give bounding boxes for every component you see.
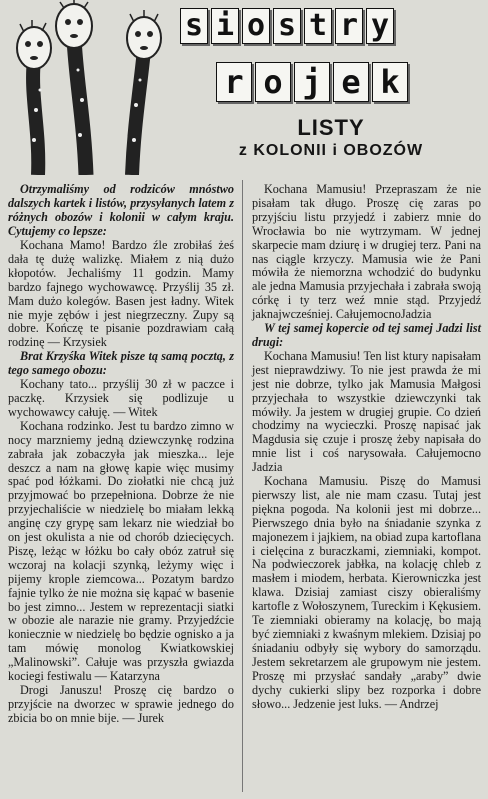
editorial-note: W tej samej kopercie od tej samej Jadzi list drugi: xyxy=(252,321,481,349)
column-divider xyxy=(242,180,243,792)
letter-paragraph: Kochany tato... przyślij 30 zł w paczce i paczkę. Krzysiek się podlizuje u wychowawcy całuję. — Witek xyxy=(8,377,234,419)
left-column xyxy=(8,239,234,726)
masthead xyxy=(178,4,484,110)
intro-paragraph: Otrzymaliśmy od rodziców mnóstwo dalszych kartek i listów, przysyłanych latem z różnych obozów i kolonii w całym kraju. Cytujemy co lepsze: xyxy=(8,182,234,238)
letter-tile: s xyxy=(273,8,301,44)
right-column xyxy=(252,183,481,711)
editorial-note: Brat Krzyśka Witek pisze tą samą pocztą, z tego samego obozu: xyxy=(8,349,234,378)
masthead-word-siostry xyxy=(180,8,394,44)
headline-line1: LISTY xyxy=(297,115,365,140)
letter-tile: y xyxy=(366,8,394,44)
sea-creatures-illustration xyxy=(0,0,175,175)
letter-tile: s xyxy=(180,8,208,44)
headline xyxy=(178,116,484,162)
headline-line2: z KOLONII i OBOZÓW xyxy=(238,142,424,159)
letter-tile: e xyxy=(333,62,369,102)
letter-tile: r xyxy=(335,8,363,44)
letter-paragraph: Kochana rodzinko. Jest tu bardzo zimno w nocy marzniemy jedną dziewczynkę rodzina zabrała jak zobaczyła jak mieszka... leje deszcz a nam na głowę kapie więc musimy spać pod łóżkami. Do ziołatki nie chcą już przyjmować bo przepełniona. Dobrze że nie przyjechaliście w niedzielę bo miałam lekką anginę czy grypę sam lekarz nie wiedział bo on jest okulista a nie od chorób dziecięcych. Piszę, leżąc w łóżku bo cały obóz zatruł się wczoraj na kolacji szynką, leżymy więc i pijemy krople ziemcowa... Pozatym bardzo fajnie tylko że nie można się kąpać w basenie bo jest zimno... Jestem w reprezentacji siatki w obozie ale narazie nie gramy. Przyjedźcie koniecznie w niedzielę bo będzie ognisko a ja tam mówię monolog Kwiatkowskiej „Malinowski”. Całuje was przyszła gwiazda kociegi festiwalu — Katarzyna xyxy=(8,418,234,684)
letter-paragraph: Kochana Mamusiu. Piszę do Mamusi pierwszy list, ale nie mam czasu. Tutaj jest piękna pogoda. Na kolonii jest mi dobrze... Pierwszego dnia było na śniadanie szynka z majonezem i jajkiem, na obiad zupa kartoflana i cielęcina z buraczkami, ziemniaki, kompot. Na podwieczorek jabłka, na kolację chleb z masłem i miodem, herbata. Kierowniczka jest klawa. Dzisiaj zamiast ciszy obieraliśmy kartofle z Wołoszynem, Tureckim i Kękusiem. Te ziemniaki obieramy na kolację, bo mają być ziemniaki z kwaśnym mlekiem. Dzisiaj po śniadaniu odbyły się wybory do samorządu. Jestem sekretarzem ale grupowym nie jestem. Proszę mi przysłać sandały „araby” dwie dychy cukierki slipy bez rozporka i dobre słowo... Jedzenie jest luks. — Andrzej xyxy=(252,474,481,711)
masthead-word-rojek xyxy=(216,62,408,102)
letter-tile: o xyxy=(242,8,270,44)
letter-tile: o xyxy=(255,62,291,102)
letter-paragraph: Kochana Mamusiu! Ten list ktury napisałam jest nieprawdziwy. To nie jest prawda że mi jest nie dobrze, tylko jak Mamusia Małgosi przyjechała to wszystkie dziewczynki tak mówiły. Ja jestem w drugiej grupie. Co dzień chodzimy na wycieczki. Proszę napisać jak Magdusia się czuje i proszę żeby napisała do mnie list i coś narysowała. Całujemocno Jadzia xyxy=(252,348,481,475)
letter-tile: i xyxy=(211,8,239,44)
letter-tile: j xyxy=(294,62,330,102)
letter-tile: k xyxy=(372,62,408,102)
letter-tile: r xyxy=(216,62,252,102)
letter-paragraph: Drogi Januszu! Proszę cię bardzo o przyjście na dworzec w sprawie jednego do zbicia bo on mnie bije. — Jurek xyxy=(8,683,234,725)
letter-tile: t xyxy=(304,8,332,44)
letter-paragraph: Kochana Mamo! Bardzo źle zrobiłaś żeś dała tę dużę walizkę. Miałem z nią dużo kłopotów. Jechaliśmy 11 godzin. Mamy bardzo fajnego wychowawcę. Przyślij 35 zł. Mam dużo kolegów. Basen jest ładny. Witek nie myje zębów i jest niegrzeczny. Zupy są dobre. Kończę te pisanie pozdrawiam całą rodzinę — Krzysiek xyxy=(8,238,234,350)
letter-paragraph: Kochana Mamusiu! Przepraszam że nie pisałam tak długo. Proszę cię zaras po przyjściu listu przyjedź i zabierz mnie do Wrocławia bo nie wytrzymam. W jednej skarpecie mam dziurę i w drugiej terz. Pani na nas ciągle krzyczy. Mamusia wie że Pani mówiła że niemorzna wchodzić do budynku ale jedna Mamusia przyjechała i zabrała swoją córkę i ty terz weź mnie stąd. Przyjedź jaknajwcześniej. CałujemocnoJadzia xyxy=(252,182,481,322)
